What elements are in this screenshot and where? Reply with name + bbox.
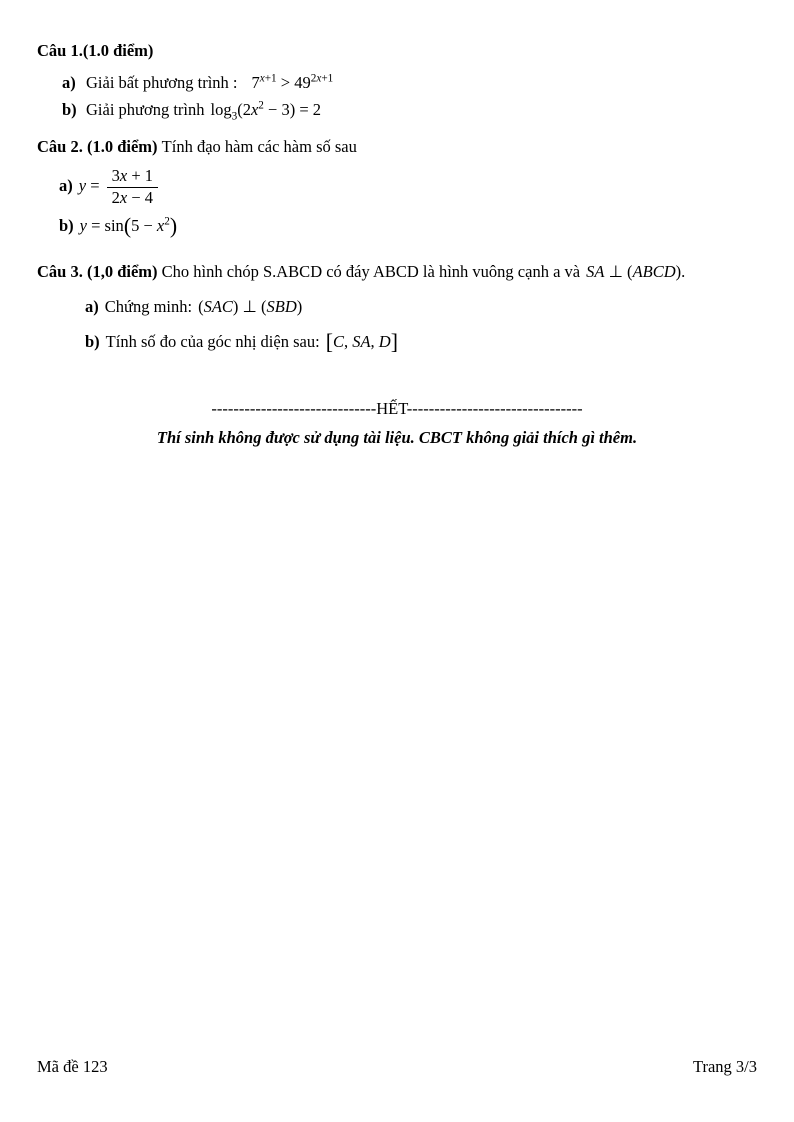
question-2a-label: a) bbox=[59, 175, 73, 195]
question-1a-text: Giải bất phương trình : bbox=[86, 72, 238, 92]
question-2b-label: b) bbox=[59, 216, 74, 236]
question-3-outro: . bbox=[681, 262, 686, 282]
exam-instruction-note: Thí sinh không được sử dụng tài liệu. CBCT không giải thích gì thêm. bbox=[156, 428, 638, 448]
footer-page-number: Trang 3/3 bbox=[692, 1057, 757, 1077]
footer-exam-code: Mã đề 123 bbox=[37, 1057, 108, 1077]
question-3a bbox=[37, 296, 757, 318]
question-3-title-bold: Câu 3. (1,0 điểm) bbox=[37, 262, 158, 282]
question-1a bbox=[37, 72, 757, 94]
question-2a bbox=[37, 164, 757, 210]
question-3a-text: Chứng minh: bbox=[104, 296, 193, 316]
question-1b-formula: $\log_3(2x^2 - 3) = 2$ bbox=[210, 99, 321, 122]
question-3a-formula: (SAC) ⊥ (SBD) bbox=[198, 296, 303, 316]
question-1b-label: b) bbox=[62, 99, 77, 119]
question-2-title bbox=[37, 136, 757, 158]
question-3b-label: b) bbox=[85, 331, 100, 351]
question-3b-formula: [C, SA, D] bbox=[325, 329, 398, 354]
question-2b-formula: $y = \sin(5 - x^2)$ bbox=[79, 214, 178, 239]
question-3b-text: Tính số đo của góc nhị diện sau: bbox=[105, 331, 320, 351]
question-2a-formula: y = $\frac{3x + 1}{2x - 4}$ bbox=[79, 176, 161, 195]
end-divider: ------------------------------HẾT-------------------------------- bbox=[211, 399, 583, 419]
question-1-title: Câu 1.(1.0 điểm) bbox=[37, 41, 154, 60]
question-1b-text: Giải phương trình bbox=[86, 99, 205, 119]
question-3b bbox=[37, 331, 757, 353]
question-3-intro: Cho hình chóp S.ABCD có đáy ABCD là hình vuông cạnh a và bbox=[161, 262, 581, 282]
question-2-intro: Tính đạo hàm các hàm số sau bbox=[161, 137, 357, 157]
question-1b bbox=[37, 99, 757, 121]
question-3-formula: SA ⊥ (ABCD) bbox=[586, 262, 682, 282]
page-footer bbox=[37, 1056, 757, 1078]
question-2-title-bold: Câu 2. (1.0 điểm) bbox=[37, 137, 158, 157]
question-3-title bbox=[37, 261, 757, 283]
question-1a-label: a) bbox=[62, 72, 76, 92]
question-1a-formula: $7^{x+1} > 49^{2x+1}$ bbox=[251, 72, 334, 92]
question-2b bbox=[37, 215, 757, 237]
question-3a-label: a) bbox=[85, 296, 99, 316]
